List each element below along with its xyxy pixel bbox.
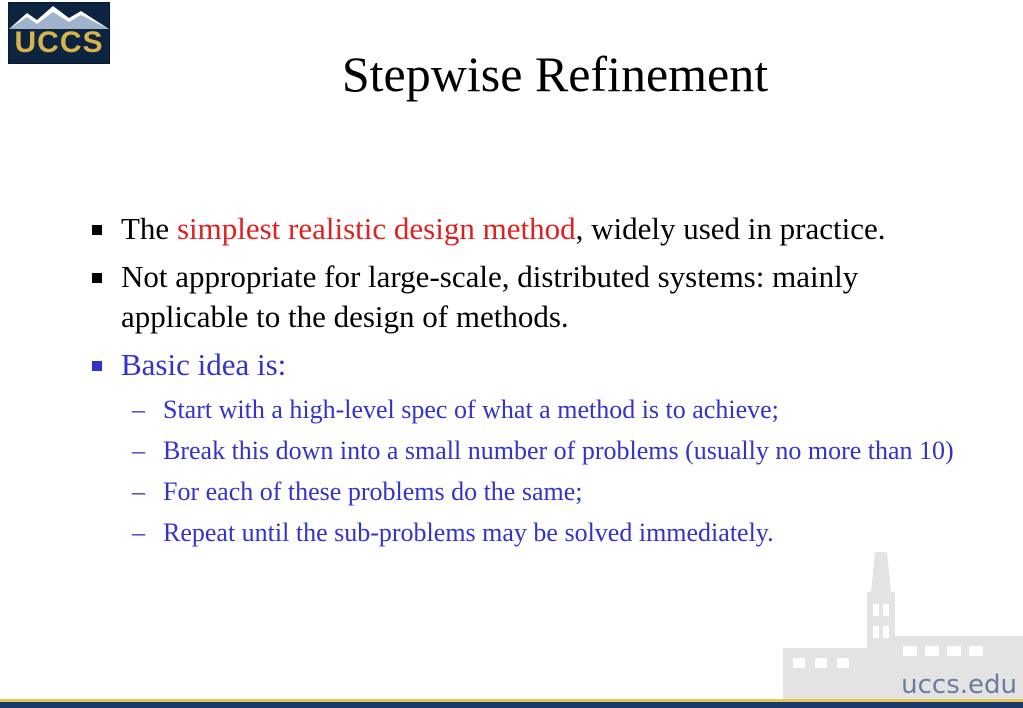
slide-title: Stepwise Refinement [341, 46, 769, 102]
sub-bullet-text: Repeat until the sub-problems may be solved immediately. [163, 518, 774, 547]
dash-bullet-icon: – [132, 436, 145, 465]
sub-bullet-text: Start with a high-level spec of what a method is to achieve; [163, 395, 779, 424]
sub-bullet-text: For each of these problems do the same; [163, 477, 583, 506]
footer-navy-bar [0, 702, 1023, 708]
footer-url: uccs.edu [901, 670, 1017, 700]
square-bullet-icon [92, 273, 102, 283]
bullet-text: Not appropriate for large-scale, distributed systems: mainly applicable to the design of methods. [121, 259, 859, 334]
bullet-text: Basic idea is: [121, 347, 287, 382]
sub-bullet-item [88, 516, 958, 550]
bullet-list [88, 209, 958, 557]
square-bullet-icon [92, 361, 102, 371]
bullet-item [88, 257, 958, 337]
dash-bullet-icon: – [132, 395, 145, 424]
square-bullet-icon [92, 225, 102, 235]
sub-bullet-list [88, 393, 958, 550]
dash-bullet-icon: – [132, 518, 145, 547]
bullet-text: The [121, 211, 177, 246]
logo-text: UCCS [14, 26, 104, 59]
uccs-logo [8, 2, 110, 64]
bullet-item [88, 345, 958, 385]
sub-bullet-item [88, 475, 958, 509]
highlight-text: simplest realistic design method [176, 211, 576, 246]
dash-bullet-icon: – [132, 477, 145, 506]
bullet-text: , widely used in practice. [575, 211, 886, 246]
bullet-item [88, 209, 958, 249]
sub-bullet-item [88, 393, 958, 427]
sub-bullet-item [88, 434, 958, 468]
sub-bullet-text: Break this down into a small number of problems (usually no more than 10) [163, 436, 954, 465]
